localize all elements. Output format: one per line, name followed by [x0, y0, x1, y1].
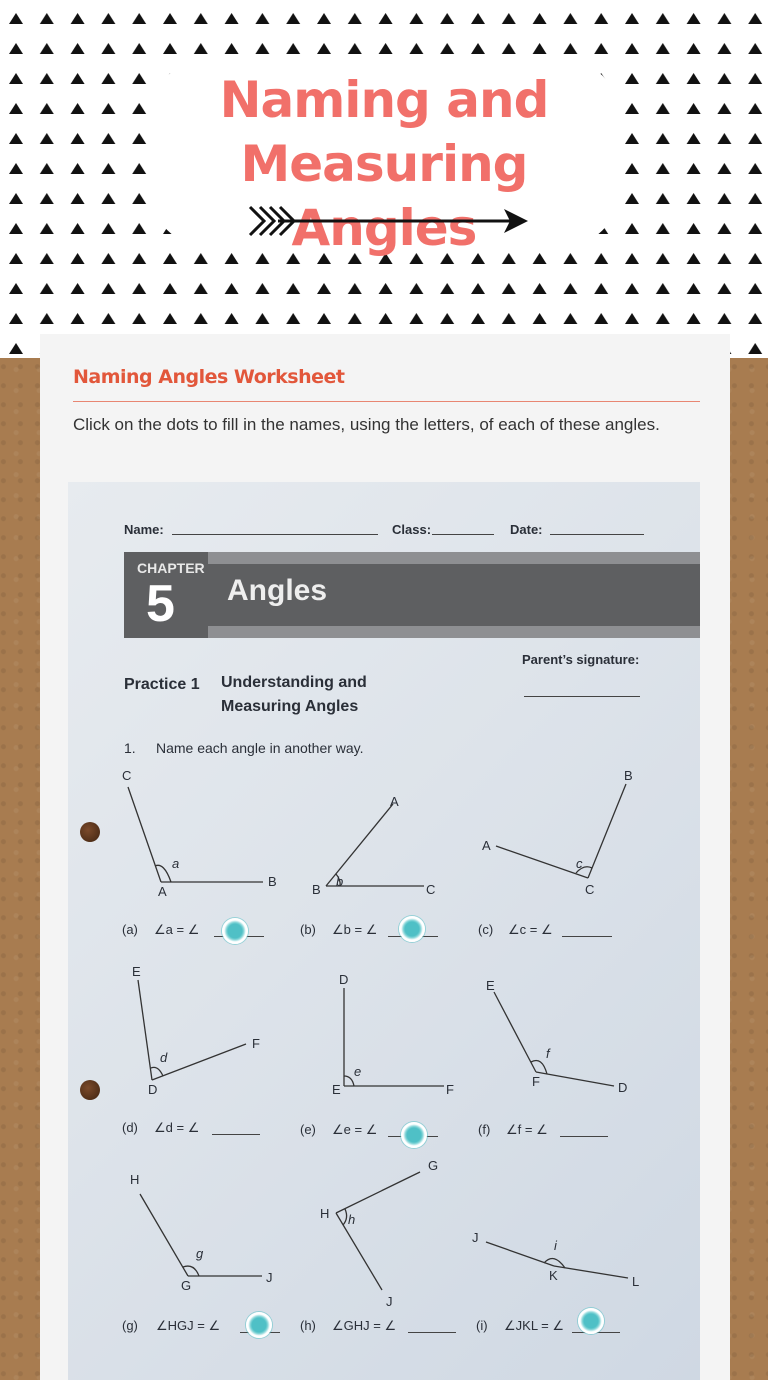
angle-letter: f: [546, 1046, 550, 1061]
item-expr-i: ∠JKL = ∠: [504, 1318, 565, 1333]
card-divider: [73, 401, 700, 402]
header-banner: [0, 0, 768, 358]
point-label: B: [624, 768, 633, 783]
point-label: E: [332, 1082, 341, 1097]
question-number: 1.: [124, 740, 136, 756]
angle-letter: d: [160, 1050, 168, 1065]
answer-line-h: [408, 1332, 456, 1333]
chapter-number: 5: [146, 575, 175, 633]
answer-line-f: [560, 1136, 608, 1137]
point-label: H: [320, 1206, 330, 1221]
answer-dot-i[interactable]: [578, 1308, 604, 1334]
answer-line-d: [212, 1134, 260, 1135]
item-label-i: (i): [476, 1318, 488, 1333]
angle-letter: g: [196, 1246, 204, 1261]
instructions-text: Click on the dots to fill in the names, using the letters, of each of these angles.: [73, 415, 660, 434]
answer-dot-b[interactable]: [399, 916, 425, 942]
item-expr-h: ∠GHJ = ∠: [332, 1318, 397, 1333]
point-label: L: [632, 1274, 640, 1289]
parent-signature-label: Parent’s signature:: [522, 652, 640, 667]
arc-d: [151, 1067, 163, 1076]
answer-dot-e[interactable]: [401, 1122, 427, 1148]
item-label-a: (a): [122, 922, 138, 937]
item-expr-e: ∠e = ∠: [332, 1122, 378, 1137]
answer-dot-a[interactable]: [222, 918, 248, 944]
angle-letter: e: [354, 1064, 362, 1079]
angle-letter: a: [172, 856, 180, 871]
point-label: A: [482, 838, 491, 853]
point-label: K: [549, 1268, 558, 1283]
point-label: D: [618, 1080, 628, 1095]
class-label: Class:: [392, 522, 432, 537]
title-line-1: Naming and Measuring: [219, 71, 549, 193]
point-label: G: [428, 1158, 439, 1173]
item-expr-c: ∠c = ∠: [508, 922, 553, 937]
angle-letter: c: [576, 856, 583, 871]
practice-title-1: Understanding and: [221, 674, 367, 691]
angle-letter: i: [554, 1238, 557, 1253]
point-label: A: [390, 794, 399, 809]
angle-letter: b: [336, 874, 344, 889]
point-label: J: [386, 1294, 393, 1309]
point-label: C: [426, 882, 436, 897]
point-label: H: [130, 1172, 140, 1187]
item-expr-f: ∠f = ∠: [506, 1122, 548, 1137]
arrow-icon: [248, 203, 530, 239]
date-label: Date:: [510, 522, 543, 537]
punch-hole: [80, 822, 100, 842]
ray-HG: [336, 1172, 420, 1213]
point-label: F: [532, 1074, 540, 1089]
item-label-f: (f): [478, 1122, 491, 1137]
point-label: D: [339, 972, 349, 987]
item-expr-d: ∠d = ∠: [154, 1120, 200, 1135]
arc-e: [344, 1076, 354, 1086]
chapter-title: Angles: [227, 574, 328, 607]
title-line-2: Angles: [291, 199, 477, 257]
answer-line-c: [562, 936, 612, 937]
point-label: A: [158, 884, 167, 899]
point-label: F: [446, 1082, 454, 1097]
point-label: C: [585, 882, 595, 897]
ray-CA: [496, 846, 588, 878]
name-label: Name:: [124, 522, 164, 537]
point-label: D: [148, 1082, 158, 1097]
item-expr-b: ∠b = ∠: [332, 922, 378, 937]
practice-title-2: Measuring Angles: [221, 698, 359, 715]
point-label: C: [122, 768, 132, 783]
card-title: Naming Angles Worksheet: [73, 366, 345, 388]
item-expr-a: ∠a = ∠: [154, 922, 200, 937]
ray-DE: [138, 980, 152, 1080]
item-label-c: (c): [478, 922, 494, 937]
item-expr-g: ∠HGJ = ∠: [156, 1318, 221, 1333]
point-label: J: [472, 1230, 479, 1245]
chapter-label: CHAPTER: [137, 560, 205, 576]
ray-GH: [140, 1194, 188, 1276]
point-label: F: [252, 1036, 260, 1051]
item-label-b: (b): [300, 922, 316, 937]
ray-FD: [536, 1072, 614, 1086]
point-label: J: [266, 1270, 273, 1285]
arc-a: [155, 865, 171, 882]
ray-CB: [588, 784, 626, 878]
worksheet-photo: [68, 482, 700, 1380]
answer-dot-g[interactable]: [246, 1312, 272, 1338]
question-text: Name each angle in another way.: [156, 740, 364, 756]
point-label: G: [181, 1278, 192, 1293]
item-label-d: (d): [122, 1120, 138, 1135]
point-label: E: [486, 978, 495, 993]
worksheet-card: [40, 334, 730, 1380]
point-label: E: [132, 964, 141, 979]
arc-h: [343, 1209, 347, 1225]
ray-AC: [128, 787, 161, 882]
practice-label: Practice 1: [124, 676, 200, 693]
point-label: B: [312, 882, 321, 897]
item-label-h: (h): [300, 1318, 316, 1333]
punch-hole: [80, 1080, 100, 1100]
item-label-e: (e): [300, 1122, 316, 1137]
item-label-g: (g): [122, 1318, 138, 1333]
ray-FE: [494, 992, 536, 1072]
point-label: B: [268, 874, 277, 889]
angle-letter: h: [348, 1212, 356, 1227]
